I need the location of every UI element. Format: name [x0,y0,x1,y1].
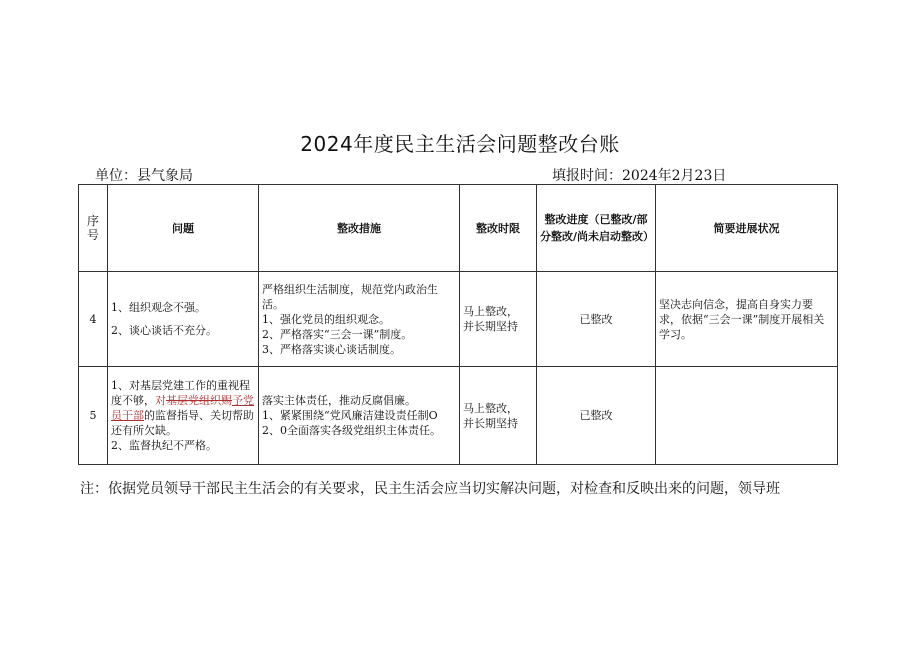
deadline-line: 并长期坚持 [463,416,518,430]
row-deadline [460,272,537,367]
header-progress: 整改进度（已整改/部分整改/尚未启动整改） [537,185,656,272]
unit-label: 单位：县气象局 [95,168,193,184]
header-measures: 整改措施 [259,185,460,272]
rectification-ledger-table [78,184,838,465]
deadline-line: 马上整改， [463,401,518,415]
row-measures [259,272,460,367]
problem-text: 对 [155,394,166,407]
problem-text: 1、对基层党建工作的重视程度不够， [111,379,250,407]
measure-line: 2、严格落实“三会一课”制度。 [262,327,413,341]
problem-line: 2、谈心谈话不充分。 [111,324,217,337]
deadline-line: 并长期坚持 [463,320,518,333]
table-header-row [79,185,838,272]
measure-line: 落实主体责任，推动反腐倡廉。 [262,394,416,407]
row-measures [259,367,460,465]
table-row [79,272,838,367]
footnote: 注：依据党员领导干部民主生活会的有关要求，民主生活会应当切实解决问题，对检查和反映出来的问题，领导班 [80,481,780,497]
row-progress: 已整改 [537,367,656,465]
table-row [79,367,838,465]
row-seq: 4 [79,272,108,367]
row-seq: 5 [79,367,108,465]
deadline-line: 马上整改， [463,305,518,318]
problem-line: 2、监督执纪不严格。 [111,439,217,452]
row-status: 坚决志向信念，提高自身实力要求，依据“三会一课”制度开展相关学习。 [656,272,838,367]
row-progress: 已整改 [537,272,656,367]
report-date: 填报时间：2024年2月23日 [552,168,727,184]
page-title: 2024年度民主生活会问题整改台账 [300,132,620,156]
struck-text: 基层党组织赐 [166,394,232,407]
measure-line: 2、0全面落实各级党组织主体责任。 [262,424,441,437]
row-status [656,367,838,465]
header-seq: 序号 [79,185,108,272]
problem-text: 的监督指导、关切帮助还有所欠缺。 [111,409,254,437]
row-problem [108,367,259,465]
problem-line: 1、组织观念不强。 [111,301,206,314]
measure-line: 严格组织生活制度，规范党内政治生活。 [262,282,438,311]
header-status: 简要进展状况 [656,185,838,272]
header-deadline: 整改时限 [460,185,537,272]
row-problem [108,272,259,367]
header-problem: 问题 [108,185,259,272]
measure-line: 1、紧紧围绕“党风廉洁建设责任制O [262,409,438,422]
measure-line: 3、严格落实谈心谈话制度。 [262,342,401,356]
measure-line: 1、强化党员的组织观念。 [262,312,390,326]
row-deadline [460,367,537,465]
inserted-text: 予党员干部 [111,394,254,422]
